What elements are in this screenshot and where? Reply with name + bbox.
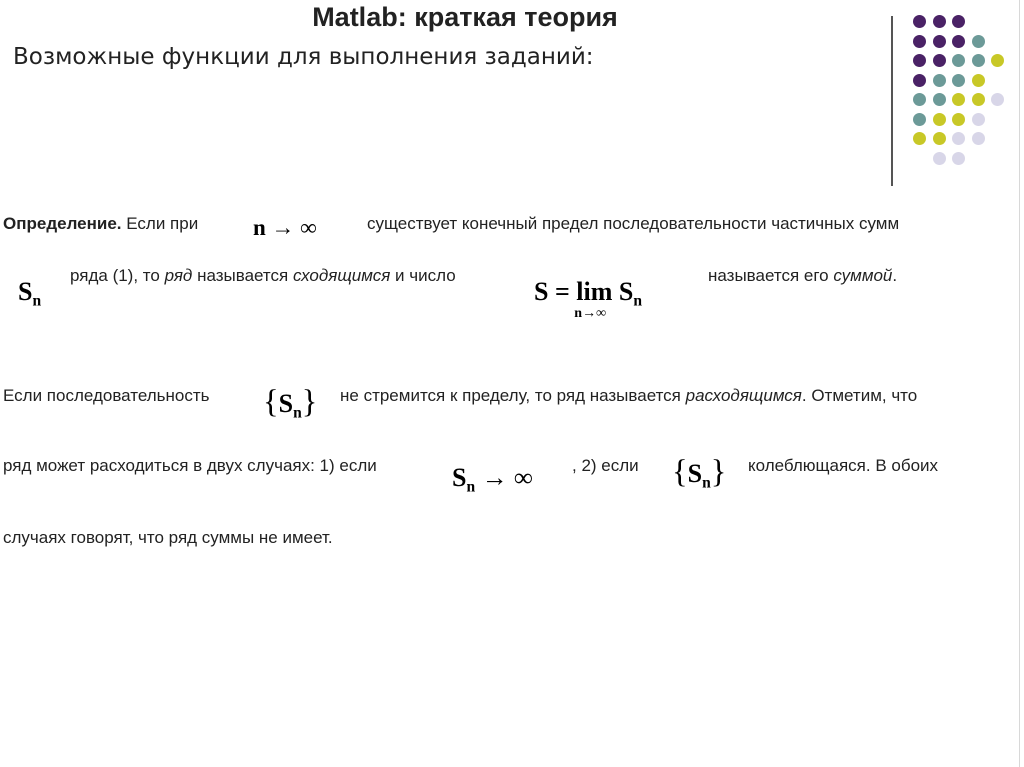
decor-dot: [972, 113, 985, 126]
decor-dot: [952, 35, 965, 48]
decor-dot: [913, 35, 926, 48]
decor-dot: [972, 35, 985, 48]
definition-line-2-end: называется его суммой.: [708, 266, 898, 285]
decor-dot: [972, 132, 985, 145]
decor-dot: [913, 132, 926, 145]
em-ryad: ряд: [164, 266, 193, 285]
decor-dot: [913, 74, 926, 87]
decor-dot: [913, 113, 926, 126]
decor-dot: [933, 74, 946, 87]
decor-dot: [991, 54, 1004, 67]
text: Если при: [126, 214, 199, 233]
divergence-line-1: не стремится к пределу, то ряд называется расходящимся. Отметим, что: [340, 386, 918, 405]
text: существует конечный предел последовательности частичных сумм: [367, 214, 900, 233]
decor-dot: [952, 132, 965, 145]
decor-dot: [933, 93, 946, 106]
decor-dot: [972, 74, 985, 87]
decor-dot: [933, 132, 946, 145]
decor-dot: [952, 93, 965, 106]
slide-title: Matlab: краткая теория: [312, 2, 618, 32]
slide-subtitle: Возможные функции для выполнения заданий:: [13, 44, 594, 70]
decor-dot: [933, 54, 946, 67]
decor-dot: [972, 54, 985, 67]
text: ряд может расходиться в двух случаях: 1) если: [3, 456, 377, 475]
em-sum: суммой: [833, 266, 893, 285]
formula-sn-to-infinity: $S_n$ → ∞: [452, 463, 533, 496]
formula-sn: $S_n$: [18, 277, 42, 310]
decor-dot: [913, 54, 926, 67]
decor-dot: [933, 152, 946, 165]
em-divergent: расходящимся: [685, 386, 802, 405]
limit-subscript: n→∞: [574, 306, 607, 321]
formula-n-to-infinity: n → ∞: [253, 215, 317, 240]
slide-right-border: [1019, 0, 1020, 767]
definition-line-2: ряда (1), то ряд называется сходящимся и число: [70, 266, 456, 285]
decor-dot: [991, 93, 1004, 106]
decor-vertical-line: [891, 16, 893, 186]
em-convergent: сходящимся: [292, 266, 391, 285]
decor-dot: [952, 54, 965, 67]
definition-label: Определение.: [3, 214, 122, 233]
text: , 2) если: [572, 456, 639, 475]
decor-dot: [972, 93, 985, 106]
decor-dot: [952, 113, 965, 126]
decor-dot: [933, 15, 946, 28]
text: колеблющаяся. В обоих: [748, 456, 939, 475]
decor-dot: [952, 74, 965, 87]
decor-dot: [952, 152, 965, 165]
formula-sequence-sn-2: $\{S_n\}$: [672, 454, 727, 492]
decor-dot: [952, 15, 965, 28]
decor-dot: [913, 15, 926, 28]
text: случаях говорят, что ряд суммы не имеет.: [3, 528, 333, 547]
definition-line-1: [3, 214, 198, 234]
formula-sequence-sn: $\{S_n\}$: [263, 384, 318, 422]
formula-sum-limit: S = lim n→∞ $S_n$: [534, 277, 643, 321]
decor-dot: [913, 93, 926, 106]
decor-dot: [933, 35, 946, 48]
text: Если последовательность: [3, 386, 210, 405]
decor-dot: [933, 113, 946, 126]
